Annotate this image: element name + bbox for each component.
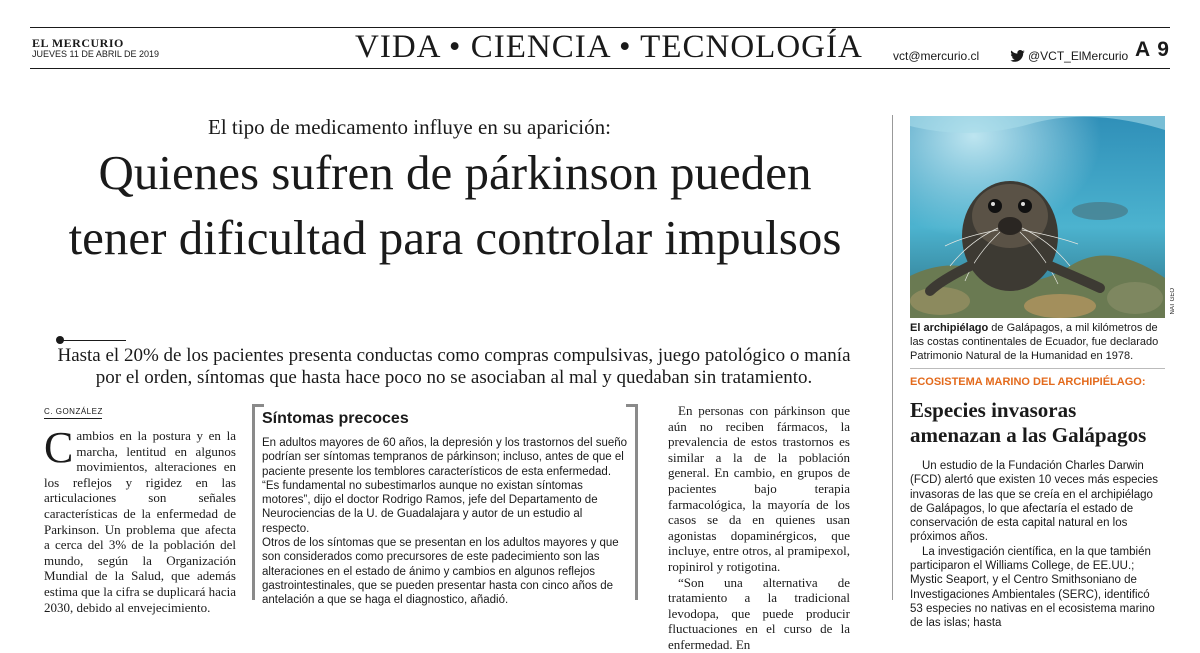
article-headline: Quienes sufren de párkinson pueden tener dificultad para controlar impulsos [68,145,842,265]
twitter-handle-text: @VCT_ElMercurio [1028,49,1129,63]
article-column-3 [668,403,850,653]
box-paragraph: “Es fundamental no subestimarlos aunque no existan síntomas motores”, dijo el doctor Rodrigo Ramos, jefe del Departamento de Neurociencias de la U. de Guadalajara y autor de un estudio al respecto. [262,479,598,535]
caption-lead: El archipiélago [910,322,989,334]
bird-icon [1010,50,1025,62]
section-title: VIDA • CIENCIA • TECNOLOGÍA [355,29,863,65]
issue-date: JUEVES 11 DE ABRIL DE 2019 [32,49,160,59]
lede-rule [60,340,126,341]
rail-paragraph: Un estudio de la Fundación Charles Darwin (FCD) alertó que existen 10 veces más especies invasoras de las que se creía en el archipiélago de Galápagos, lo que afectaría el estado de conservación de esta capital natural en los próximos años. [910,460,1158,544]
article-column-1-text: ambios en la postura y en la marcha, lentitud en algunos movimientos, alteraciones en los reflejos y rigidez en las articulaciones son señales características de la enfermedad de Parkinson. Un problema que afecta a cerca del 3% de la población del mundo, según la Organización Mundial de la Salud, que además estima que la cifra se duplicará hacia 2030, debido al envejecimiento. [44,428,237,615]
rail-headline: Especies invasoras amenazan a las Galápagos [910,398,1147,447]
article-kicker: El tipo de medicamento influye en su aparición: [208,115,611,139]
header-bottom-rule [30,68,1170,69]
byline: C. GONZÁLEZ [44,407,103,416]
section-email[interactable]: vct@mercurio.cl [893,49,980,63]
masthead: EL MERCURIO [32,36,124,50]
caption-rule [910,368,1165,369]
photo-caption [910,321,1166,363]
column-3-paragraph: “Son una alternativa de tratamiento a la tradicional levodopa, que puede producir fluctuaciones en el curso de la enfermedad. En [668,574,850,652]
rail-body [910,459,1165,631]
photo-credit: NAT GEO [1170,288,1176,315]
rail-paragraph: La investigación científica, en la que también participaron el Williams College, de EE.UU.; Mystic Seaport, y el Centro Smithsoniano de Investigaciones Ambientales (SERC), identificó 53 especies no nativas en el ecosistema marino de las islas; hasta [910,545,1155,630]
header-top-rule [30,27,1170,28]
sea-lion-photo [910,116,1165,318]
box-paragraph: En adultos mayores de 60 años, la depresión y los trastornos del sueño podrían ser síntomas tempranos de párkinson; incluso, antes de que el paciente presente los temblores característicos de esta enfermedad. [262,437,628,478]
box-paragraph: Otros de los síntomas que se presentan en los adultos mayores y que son considerados como precursores de este padecimiento son las alteraciones en el estado de ánimo y cambios en algunos reflejos gastrointestinales, que se pueden presentar hasta con cinco años de antelación a que se haga el diagnostico, añadió. [262,537,619,607]
rail-kicker: ECOSISTEMA MARINO DEL ARCHIPIÉLAGO: [910,376,1146,388]
page-number: A 9 [1135,38,1170,61]
twitter-handle[interactable] [1010,49,1128,63]
box-text [262,436,632,608]
article-column-1 [44,423,237,615]
drop-cap: C [44,423,74,472]
column-3-paragraph: En personas con párkinson que aún no reciben fármacos, la prevalencia de estos trastornos es similar a la de la población general. En cambio, en grupos de pacientes bajo terapia farmacológica, la mayoría de los casos se da en quienes usan agonistas dopaminérgicos, que incluye, entre otros, al pramipexol, ropinirol y rotigotina. [668,403,850,574]
byline-rule [44,418,102,419]
rail-divider [892,115,893,600]
article-lede: Hasta el 20% de los pacientes presenta conductas como compras compulsivas, juego patológico o manía por el orden, síntomas que hasta hace poco no se asociaban al mal y quedaban sin tratamiento. [57,345,851,388]
box-title: Síntomas precoces [262,410,409,427]
caption-text: de Galápagos, a mil kilómetros de las costas continentales de Ecuador, fue declarado Patrimonio Natural de la Humanidad en 1978. [910,322,1159,362]
